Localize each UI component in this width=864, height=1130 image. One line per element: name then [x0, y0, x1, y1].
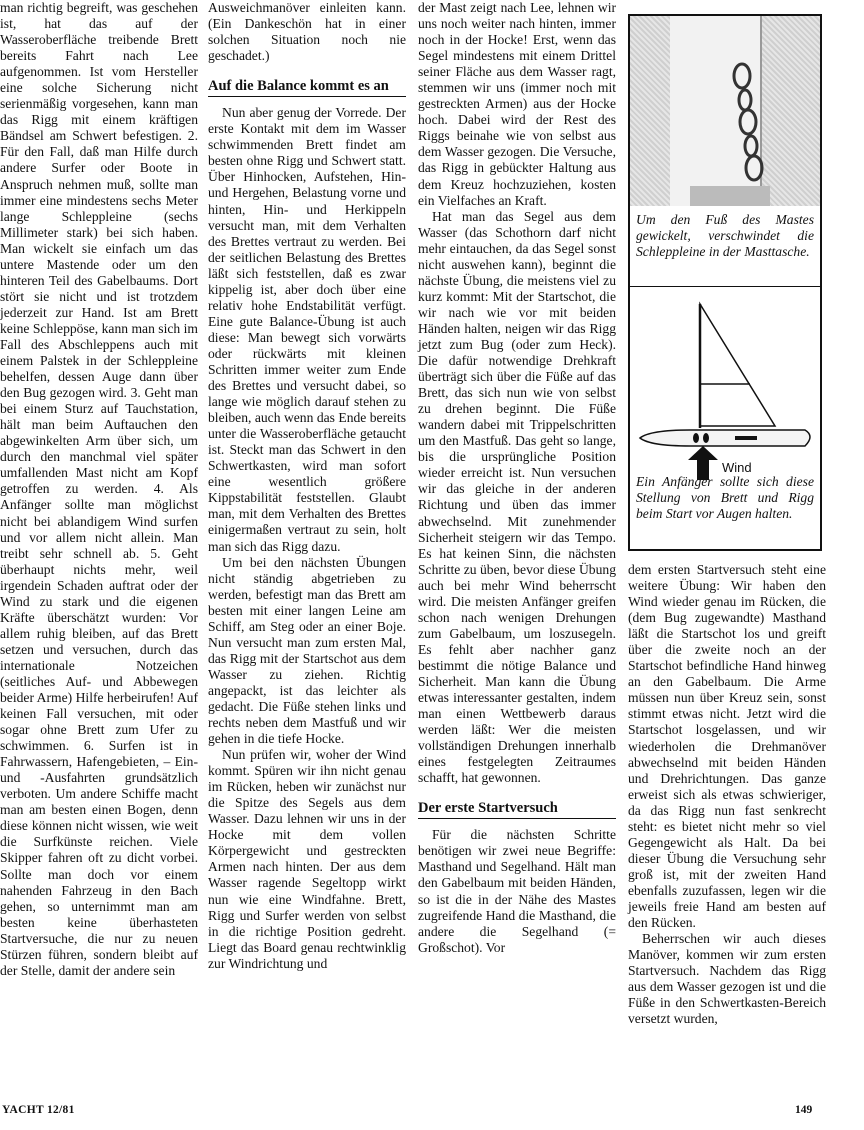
figure-caption: Ein Anfänger sollte sich diese Stellung von Brett und Rigg beim Start vor Augen halten. [636, 474, 814, 521]
page-number: 149 [795, 1104, 813, 1116]
column-2 [208, 0, 406, 972]
figure-box [628, 14, 822, 551]
footer-issue: YACHT 12/81 [2, 1104, 75, 1116]
body-text: der Mast zeigt nach Lee, lehnen wir uns noch weiter nach hinten, immer noch in der Hocke! Erst, wenn das Segel mindestens mit einem Drittel seiner Fläche aus dem Wasser ragt, stemmen wir uns (immer noch mit gestreckten Armen) aus der Hocke hoch. Dabei wird der Rest des Riggs beinahe wie von selbst aus dem Wasser gezogen. Die Versuche, das Rigg in gebückter Haltung aus dem Kreuz hochzuziehen, kosten ein Vielfaches an Kraft. [418, 0, 616, 208]
body-text: dem ersten Startversuch steht eine weitere Übung: Wir haben den Wind wieder genau im Rücken, die (dem Bug zugewandte) Masthand läßt die Startschot los und greift über die zweite noch an der Startschot befindliche Hand hinweg an den Gabelbaum. Die Arme müssen nun über Kreuz sein, sonst stimmt etwas nicht. Jetzt wird die Startschot losgelassen, und wir wiederholen die Drehmanöver abwechselnd mit beiden Händen und Drehrichtungen. Das ganze erweist sich als etwas schwieriger, da das Rigg nun fast senkrecht steht: es bietet nicht mehr so viel Gegengewicht als Halt. Da bei dieser Übung die Versuchung sehr groß ist, mit der zweiten Hand ebenfalls zuzufassen, legen wir die jeweils freie Hand am besten auf den Rücken. [628, 562, 826, 931]
chain-icon [630, 16, 820, 206]
column-1 [0, 0, 198, 979]
body-text: Um bei den nächsten Übungen nicht ständig abgetrieben zu werden, befestigt man das Brett am besten mit einer langen Leine am Schiff, am Steg oder an einer Boje. Nun versucht man zum ersten Mal, das Rigg mit der Startschot aus dem Wasser zu ziehen. Richtig angepackt, ist das leichter als gedacht. Die Füße stehen links und rechts neben dem Mastfuß und wir gehen in die tiefe Hocke. [208, 554, 406, 747]
body-text: Beherrschen wir auch dieses Manöver, kommen wir zum ersten Startversuch. Nachdem das Rigg aus dem Wasser gezogen ist und die Füße in den Schwertkasten-Bereich versetzt wurden, [628, 931, 826, 1027]
mast-photo [630, 16, 820, 206]
body-text: Nun aber genug der Vorrede. Der erste Kontakt mit dem im Wasser schwimmenden Brett findet am besten ohne Rigg und Schwert statt. Über Hinhocken, Aufstehen, Hin- und Hergehen, Belastung vorne und hinten, Hin- und Herkippeln versucht man, mit dem Verhalten des Brettes vertraut zu werden. Bei der seitlichen Belastung des Brettes läßt sich feststellen, daß es zwar kippelig ist, aber doch über eine relativ hohe Endstabilität verfügt. Eine gute Balance-Übung ist auch diese: Man bewegt sich vorwärts oder rückwärts mit kleinen Schritten immer weiter zum Ende des Brettes und versucht dabei, so lange wie möglich darauf stehen zu bleiben, auch wenn das Ende bereits unter die Wasseroberfläche getaucht ist. Steckt man das Schwert in den Schwertkasten, wird man sofort eine wesentlich größere Kippstabilität feststellen. Glaubt man, mit dem Verhalten des Brettes einigermaßen vertraut zu sein, holt man sich das Rigg dazu. [208, 105, 406, 554]
column-3 [418, 0, 616, 956]
body-text: Ausweichmanöver einleiten kann. (Ein Dankeschön hat in einer solchen Situation noch nie geschadet.) [208, 0, 406, 64]
section-heading: Auf die Balance kommt es an [208, 78, 406, 97]
body-text: Nun prüfen wir, woher der Wind kommt. Spüren wir ihn nicht genau im Rücken, heben wir zunächst nur die Spitze des Segels aus dem Wasser. Dazu lehnen wir uns in der Hocke mit dem vollen Körpergewicht und gestreckten Armen nach hinten. Der aus dem Wasser ragende Segeltopp wirkt nun wie eine Windfahne. Brett, Rigg und Surfer werden von selbst in die richtige Position gedreht. Liegt das Board genau rechtwinklig zur Windrichtung und [208, 747, 406, 971]
body-text: Hat man das Segel aus dem Wasser (das Schothorn darf nicht mehr eintauchen, da das Segel sonst nicht auswehen kann), beginnt die nächste Übung, die meistens viel zu kurz kommt: Mit der Startschot, die wir nach wie vor mit beiden Händen halten, neigen wir das Rigg jetzt zum Bug (oder zum Heck). Die dafür notwendige Drehkraft überträgt sich über die Füße auf das Brett, das sich nun wie von selbst zu drehen beginnt. Die Füße wandern dabei mit Trippelschritten um den Mastfuß. Das geht so lange, bis die ursprüngliche Position wieder erreicht ist. Nun versuchen wir das gleiche in der anderen Richtung und üben das immer abwechselnd. Mit zunehmender Sicherheit steigern wir das Tempo. Es hat keinen Sinn, die nächsten Schritte zu üben, bevor diese Übung auch bei mehr Wind beherrscht wird. Die meisten Anfänger greifen schon nach wenigen Drehungen zum Gabelbaum, um loszusegeln. Es fehlt aber nachher ganz bestimmt die nötige Balance und Sicherheit. Man kann die Übung etwas interessanter gestalten, indem man einen Wettbewerb daraus werden läßt: Wer die meisten vollständigen Drehungen innerhalb eines festgelegten Zeitraumes schafft, hat gewonnen. [418, 208, 616, 786]
wind-label: Wind [722, 460, 752, 475]
body-text: Für die nächsten Schritte benötigen wir zwei neue Begriffe: Masthand und Segelhand. Hält man den Gabelbaum mit beiden Händen, so ist die in der Nähe des Mastes zugreifende Hand die Masthand, die andere die Segelhand (= Großschot). Vor [418, 827, 616, 955]
body-text: man richtig begreift, was geschehen ist, hat das auf der Wasseroberfläche treibende Brett bereits Fahrt nach Lee aufgenommen. Ist vom Hersteller eine solche Sicherung nicht serienmäßig vorgesehen, kann man das Rigg mit einem kräftigen Bändsel am Schwert befestigen. 2. Für den Fall, daß man Hilfe durch andere Surfer oder Boote in Anspruch nehmen muß, sollte man immer eine mindestens sechs Meter lange Schleppleine (sechs Millimeter stark) bei sich haben. Man wickelt sie einfach um das untere Mastende oder um den hinteren Teil des Gabelbaums. Dort stört sie nicht und ist trotzdem jederzeit zur Hand. Ist am Brett keine Schleppöse, kann man sich im Fall des Abschleppens auch mit einem Palstek in der Schleppleine behelfen, dessen Auge dann über den Bug gezogen wird. 3. Geht man bei einem Sturz auf Tauchstation, hält man beim Auftauchen den abgewinkelten Arm über sich, um durch den manchmal viel später umfallenden Mast nicht am Kopf getroffen zu werden. 4. Als Anfänger sollte man möglichst nicht bei ablandigem Wind surfen und vor allem nicht allein. Man treibt sehr schnell ab. 5. Geht überhaupt nichts mehr, weil irgendein Schaden auftrat oder der Wind zu stark und die eigenen Kräfte überschätzt wurden: Vor allem ruhig bleiben, auf das Brett setzen und versuchen, durch das internationale Notzeichen (seitliches Auf- und Abbewegen beider Arme) Hilfe herbeirufen! Auf keinen Fall versuchen, mit oder sogar ohne Brett zum Ufer zu schwimmen. 6. Surfen ist in Fahrwassern, Hafengebieten, – Ein- und -Ausfahrten grundsätzlich verboten. Um andere Schiffe macht man am besten einen Bogen, denn diese können nicht wissen, wie weit die Surfkünste reichen. Viele Skipper fahren oft zu dicht vorbei. Sollte man doch vor einem nahenden Fahrzeug in den Bach gehen, so unternimmt man am besten keine überhasteten Startversuche, die nur zu neuen Stürzen führen, sondern bleibt auf der Stelle, damit der andere sein [0, 0, 198, 978]
figure-caption: Um den Fuß des Mastes gewickelt, verschwindet die Schleppleine in der Masttasche. [636, 212, 814, 259]
column-4 [628, 562, 826, 1027]
board-diagram [630, 286, 820, 476]
section-heading: Der erste Startversuch [418, 800, 616, 819]
